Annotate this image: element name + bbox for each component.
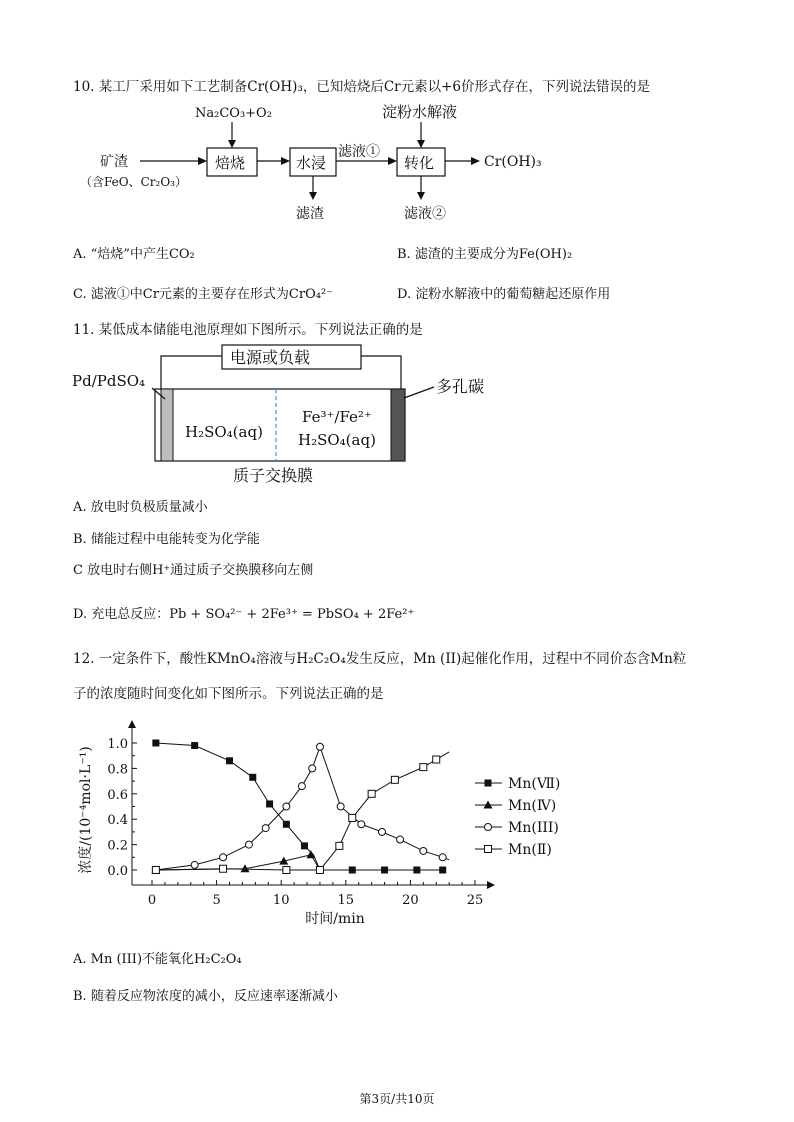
x-tick-label: 10 [272, 893, 290, 908]
data-point-open-circle [262, 825, 269, 832]
data-point-open-circle [420, 847, 427, 854]
q10-option-d[interactable]: D. 淀粉水解液中的葡萄糖起还原作用 [397, 287, 611, 302]
data-point-open-circle [298, 783, 305, 790]
left-solution: H₂SO₄(aq) [185, 423, 263, 441]
flow-input-sub: （含FeO、Cr₂O₃） [80, 175, 187, 189]
series-line [156, 752, 449, 870]
data-point-open-circle [191, 861, 198, 868]
q10-option-c[interactable]: C. 滤液①中Cr元素的主要存在形式为CrO₄²⁻ [73, 287, 334, 302]
data-point-filled-square [301, 842, 308, 849]
data-point-filled-square [485, 780, 492, 787]
flow-product: Cr(OH)₃ [484, 154, 542, 170]
data-point-filled-square [191, 742, 198, 749]
flow-filtrate1: 滤液① [338, 144, 380, 160]
data-point-filled-square [152, 740, 159, 747]
q11-option-b[interactable]: B. 储能过程中电能转变为化学能 [73, 532, 260, 547]
data-point-open-circle [220, 854, 227, 861]
data-point-open-square [336, 842, 343, 849]
data-point-filled-triangle [306, 850, 315, 858]
data-point-open-circle [358, 821, 365, 828]
data-point-open-square [220, 865, 227, 872]
x-tick-label: 20 [402, 893, 419, 908]
data-point-open-circle [316, 743, 323, 750]
y-tick-label: 0.2 [107, 838, 128, 854]
right-solution-acid: H₂SO₄(aq) [298, 431, 376, 449]
q12-stem-line1: 12. 一定条件下，酸性KMnO₄溶液与H₂C₂O₄发生反应，Mn (II)起催化作用，过程中不同价态含Mn粒 [73, 651, 687, 667]
data-point-open-circle [378, 828, 385, 835]
x-tick-label: 0 [147, 893, 157, 908]
q11-battery-diagram [70, 342, 530, 487]
right-electrode [391, 389, 405, 461]
q10-stem: 10. 某工厂采用如下工艺制备Cr(OH)₃，已知焙烧后Cr元素以+6价形式存在，下列说法错误的是 [73, 79, 651, 95]
flow-filtrate2: 滤液② [404, 206, 446, 222]
data-point-filled-square [381, 867, 388, 874]
legend-label: Mn(Ⅶ) [508, 776, 561, 792]
flow-residue: 滤渣 [296, 206, 324, 222]
right-electrode-label: 多孔碳 [436, 377, 485, 396]
data-point-filled-square [249, 774, 256, 781]
data-point-open-square [283, 867, 290, 874]
data-point-filled-square [349, 867, 356, 874]
q10-flow-diagram [70, 100, 630, 230]
data-point-open-square [152, 867, 159, 874]
flow-step3-box: 转化 [404, 154, 435, 172]
y-axis-arrow [128, 720, 136, 728]
q10-option-a[interactable]: A. “焙烧”中产生CO₂ [73, 247, 195, 262]
x-tick-label: 5 [212, 893, 221, 908]
data-point-filled-square [283, 821, 290, 828]
flow-input-main: 矿渣 [100, 154, 128, 170]
q12-option-a[interactable]: A. Mn (III)不能氧化H₂C₂O₄ [73, 952, 242, 967]
y-tick-label: 0.0 [107, 864, 128, 879]
series-line [156, 743, 443, 870]
data-point-filled-square [266, 800, 273, 807]
data-point-open-square [391, 776, 398, 783]
chart-xlabel: 时间/min [305, 911, 365, 927]
flow-reagent1: Na₂CO₃+O₂ [195, 106, 272, 121]
data-point-open-square [316, 867, 323, 874]
data-point-filled-square [439, 867, 446, 874]
data-point-open-square [368, 790, 375, 797]
page-footer: 第3页/共10页 [359, 1092, 435, 1106]
battery-load-box: 电源或负载 [230, 348, 311, 367]
y-tick-label: 0.6 [107, 787, 128, 803]
flow-reagent2: 淀粉水解液 [382, 103, 458, 121]
left-electrode-label: Pd/PdSO₄ [72, 372, 146, 390]
y-tick-label: 0.8 [107, 762, 128, 778]
series-line [156, 747, 449, 870]
y-tick-label: 0.4 [107, 813, 128, 829]
q11-option-c[interactable]: C 放电时右侧H⁺通过质子交换膜移向左侧 [73, 563, 314, 578]
data-point-open-circle [283, 803, 290, 810]
left-electrode [161, 389, 173, 461]
data-point-open-square [433, 756, 440, 763]
right-solution-ions: Fe³⁺/Fe²⁺ [302, 408, 372, 426]
q12-stem-line2: 子的浓度随时间变化如下图所示。下列说法正确的是 [73, 686, 384, 702]
data-point-open-square [485, 846, 492, 853]
flow-step2-box: 水浸 [296, 154, 327, 172]
data-point-open-circle [337, 803, 344, 810]
x-axis-arrow [487, 881, 495, 889]
chart-ylabel: 浓度/(10⁻⁴mol·L⁻¹) [78, 746, 94, 874]
flow-step1-box: 焙烧 [215, 154, 246, 172]
data-point-open-circle [439, 854, 446, 861]
y-tick-label: 1.0 [107, 737, 128, 752]
data-point-open-circle [245, 841, 252, 848]
membrane-label: 质子交换膜 [233, 466, 314, 485]
data-point-open-circle [485, 824, 492, 831]
q10-option-b[interactable]: B. 滤渣的主要成分为Fe(OH)₂ [397, 247, 573, 262]
series-line [156, 855, 320, 870]
legend-label: Mn(Ⅱ) [508, 842, 552, 858]
q12-concentration-chart [70, 715, 590, 930]
q11-option-d[interactable]: D. 充电总反应：Pb + SO₄²⁻ + 2Fe³⁺ = PbSO₄ + 2Fe²⁺ [73, 607, 415, 622]
data-point-open-square [349, 814, 356, 821]
data-point-filled-square [226, 757, 233, 764]
q11-stem: 11. 某低成本储能电池原理如下图所示。下列说法正确的是 [73, 322, 423, 338]
data-point-open-circle [309, 765, 316, 772]
data-point-filled-square [413, 867, 420, 874]
data-point-open-square [420, 764, 427, 771]
x-tick-label: 25 [466, 893, 484, 908]
legend-label: Mn(Ⅳ) [508, 798, 557, 814]
q12-option-b[interactable]: B. 随着反应物浓度的减小，反应速率逐渐减小 [73, 989, 338, 1004]
data-point-open-circle [397, 836, 404, 843]
legend-label: Mn(III) [508, 820, 559, 836]
q11-option-a[interactable]: A. 放电时负极质量减小 [73, 500, 208, 515]
x-tick-label: 15 [337, 893, 355, 908]
